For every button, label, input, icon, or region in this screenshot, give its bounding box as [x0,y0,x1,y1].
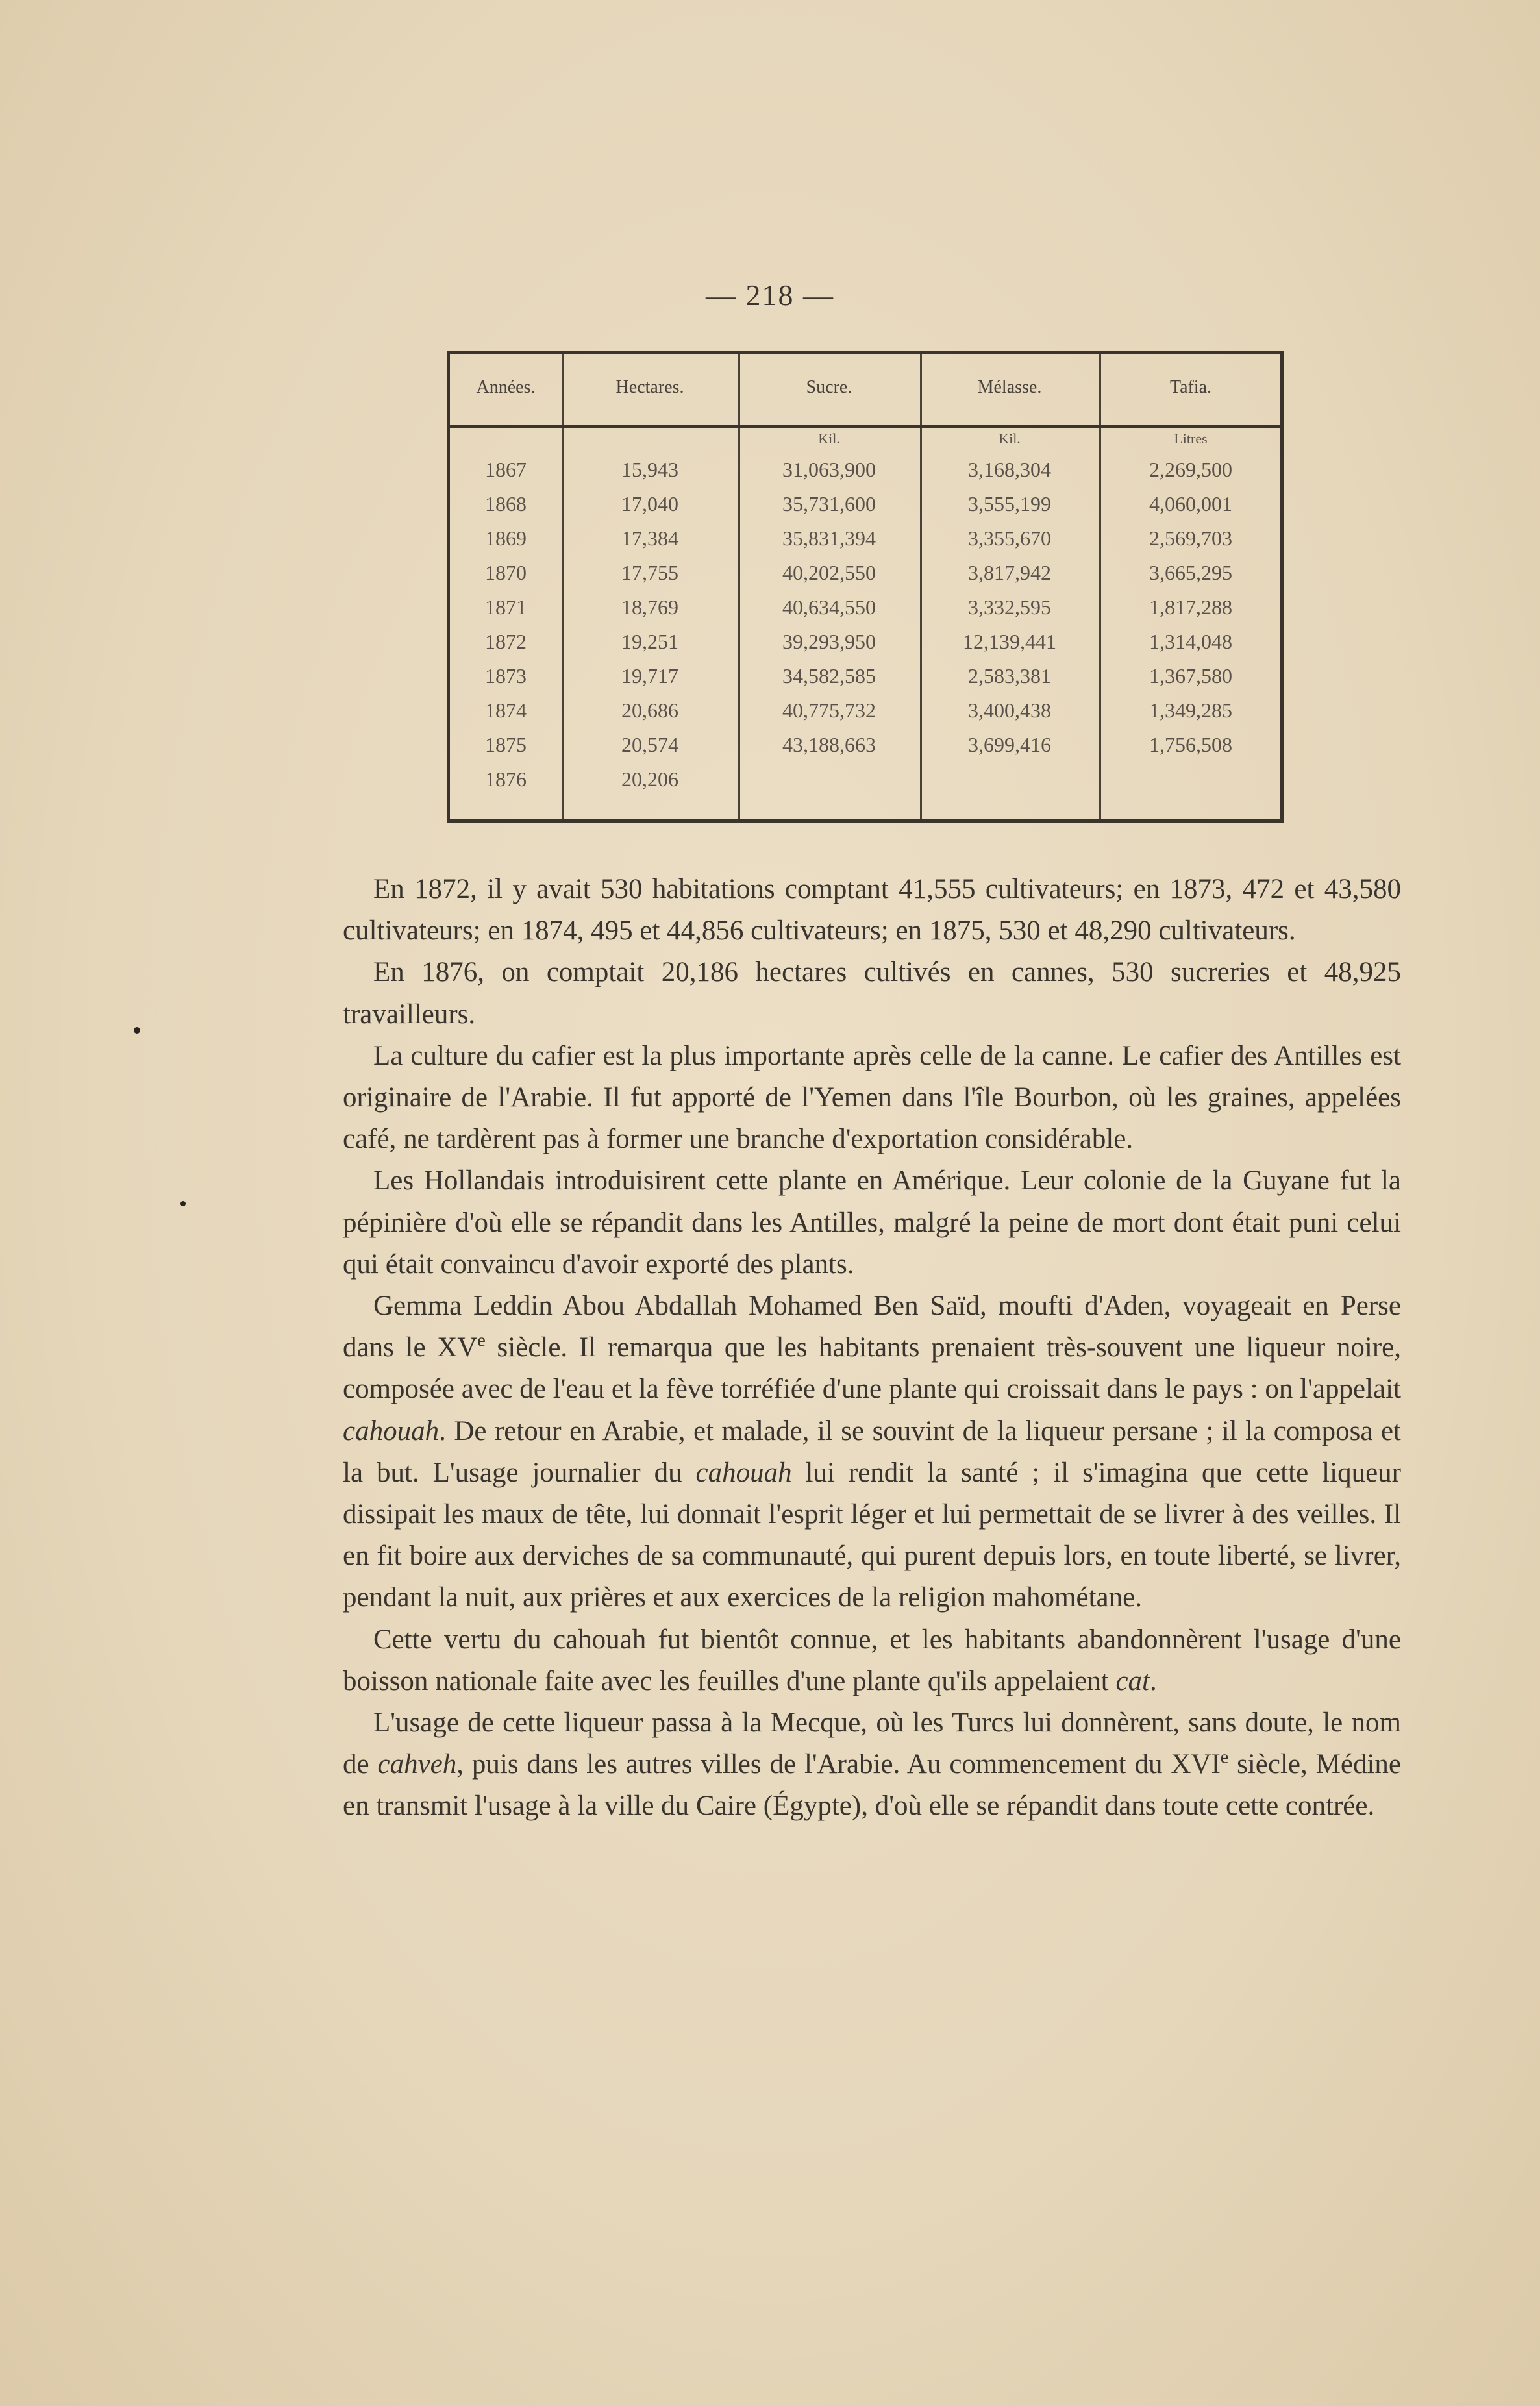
cell-annee: 1874 [485,699,527,722]
paragraph-text: Gemma Leddin Abou Abdallah Mohamed Ben Saïd, moufti d'Aden, voyageait en Perse dans le XV [343,1291,1401,1363]
cell-sucre: 40,775,732 [782,699,876,722]
paragraph [343,1285,1401,1619]
paragraph-text: lui rendit la santé ; il s'imagina que cette liqueur dissipait les maux de tête, lui donnait l'esprit léger et lui permettait de se livrer à des veilles. Il en fit boire aux derviches de sa communauté, qui purent depuis lors, en toute liberté, se livrer, pendant la nuit, aux prières et aux exercices de la religion mahométane. [343,1457,1401,1613]
cell-sucre: 39,293,950 [782,630,876,653]
italic-term: cahouah [343,1415,440,1446]
cell-annee: 1872 [485,630,527,653]
page-number: — 218 — [706,279,834,312]
superscript: e [1220,1747,1229,1768]
cell-tafia: 1,817,288 [1149,595,1232,619]
ink-speck [180,1201,186,1206]
cell-tafia: 2,269,500 [1149,458,1232,481]
paragraph-text: . [1149,1665,1157,1696]
paragraph-text: siècle. Il remarqua que les habitants prenaient très-souvent une liqueur noire, composée avec de l'eau et la fève torréfiée d'une plante qui croissait dans le pays : on l'appelait [343,1332,1401,1405]
header-rule [450,425,1280,428]
cell-melasse: 3,817,942 [968,561,1051,584]
cell-melasse: 3,699,416 [968,733,1051,756]
cell-hectares: 15,943 [621,458,678,481]
cell-hectares: 17,384 [621,527,678,550]
cell-melasse: 3,355,670 [968,527,1051,550]
body-text [343,869,1401,1828]
cell-annee: 1869 [485,527,527,550]
cell-hectares: 19,251 [621,630,678,653]
paragraph-text: La culture du cafier est la plus importante après celle de la canne. Le cafier des Antilles est originaire de l'Arabie. Il fut apporté de l'Yemen dans l'île Bourbon, où les graines, appelées café, ne tardèrent pas à former une branche d'exportation considérable. [343,1040,1401,1155]
italic-term: cat [1115,1665,1150,1696]
unit-melasse: Kil. [999,430,1021,447]
paragraph [343,869,1401,952]
paragraph [343,1036,1401,1161]
cell-annee: 1876 [485,767,527,791]
paragraph-text: siècle, Médine en transmit l'usage à la ville du Caire (Égypte), d'où elle se répandit dans toute cette contrée. [343,1749,1401,1822]
paragraph-text: , puis dans les autres villes de l'Arabie. Au commencement du XVI [456,1749,1221,1780]
paragraph-text: . De retour en Arabie, et malade, il se souvint de la liqueur persane ; il la composa et la but. L'usage journalier du [343,1415,1401,1488]
cell-sucre: 35,731,600 [782,492,876,515]
cell-tafia: 2,569,703 [1149,527,1232,550]
cell-tafia: 1,349,285 [1149,699,1232,722]
superscript: e [477,1330,486,1351]
paragraph-text: Les Hollandais introduisirent cette plante en Amérique. Leur colonie de la Guyane fut la pépinière d'où elle se répandit dans les Antilles, malgré la peine de mort dont était puni celui qui était convaincu d'avoir exporté des plants. [343,1165,1401,1280]
italic-term: cahveh [377,1749,457,1780]
cell-hectares: 19,717 [621,664,678,688]
cell-annee: 1873 [485,664,527,688]
cell-melasse: 12,139,441 [963,630,1056,653]
paragraph [343,1160,1401,1285]
cell-melasse: 3,168,304 [968,458,1051,481]
cell-sucre: 40,634,550 [782,595,876,619]
unit-sucre: Kil. [818,430,840,447]
cell-annee: 1875 [485,733,527,756]
cell-tafia: 3,665,295 [1149,561,1232,584]
italic-term: cahouah [695,1457,792,1488]
cell-hectares: 17,755 [621,561,678,584]
cell-sucre: 35,831,394 [782,527,876,550]
paragraph [343,1619,1401,1702]
ink-speck [134,1027,140,1034]
header-annees: Années. [476,377,536,397]
statistics-table [447,351,1284,823]
cell-sucre: 34,582,585 [782,664,876,688]
unit-tafia: Litres [1174,430,1208,447]
cell-sucre: 43,188,663 [782,733,876,756]
cell-hectares: 20,686 [621,699,678,722]
paragraph-text: L'usage de cette liqueur passa à la Mecque, où les Turcs lui donnèrent, sans doute, le nom de [343,1707,1401,1780]
cell-annee: 1870 [485,561,527,584]
header-tafia: Tafia. [1169,377,1212,397]
cell-annee: 1867 [485,458,527,481]
cell-annee: 1871 [485,595,527,619]
paragraph-text: En 1872, il y avait 530 habitations comptant 41,555 cultivateurs; en 1873, 472 et 43,580 cultivateurs; en 1874, 495 et 44,856 cultivateurs; en 1875, 530 et 48,290 cultivateurs. [343,874,1401,947]
header-melasse: Mélasse. [977,377,1042,397]
cell-sucre: 31,063,900 [782,458,876,481]
cell-sucre: 40,202,550 [782,561,876,584]
cell-hectares: 17,040 [621,492,678,515]
header-sucre: Sucre. [806,377,852,397]
cell-annee: 1868 [485,492,527,515]
cell-melasse: 3,400,438 [968,699,1051,722]
cell-tafia: 1,756,508 [1149,733,1232,756]
cell-tafia: 1,314,048 [1149,630,1232,653]
cell-tafia: 4,060,001 [1149,492,1232,515]
cell-melasse: 3,332,595 [968,595,1051,619]
paragraph-text: Cette vertu du cahouah fut bientôt connue, et les habitants abandonnèrent l'usage d'une boisson nationale faite avec les feuilles d'une plante qu'ils appelaient [343,1624,1401,1696]
cell-melasse: 3,555,199 [968,492,1051,515]
cell-tafia: 1,367,580 [1149,664,1232,688]
cell-hectares: 20,574 [621,733,678,756]
cell-hectares: 20,206 [621,767,678,791]
paragraph [343,952,1401,1035]
cell-melasse: 2,583,381 [968,664,1051,688]
cell-hectares: 18,769 [621,595,678,619]
paragraph [343,1702,1401,1828]
paragraph-text: En 1876, on comptait 20,186 hectares cultivés en cannes, 530 sucreries et 48,925 travailleurs. [343,957,1401,1030]
header-hectares: Hectares. [615,377,684,397]
